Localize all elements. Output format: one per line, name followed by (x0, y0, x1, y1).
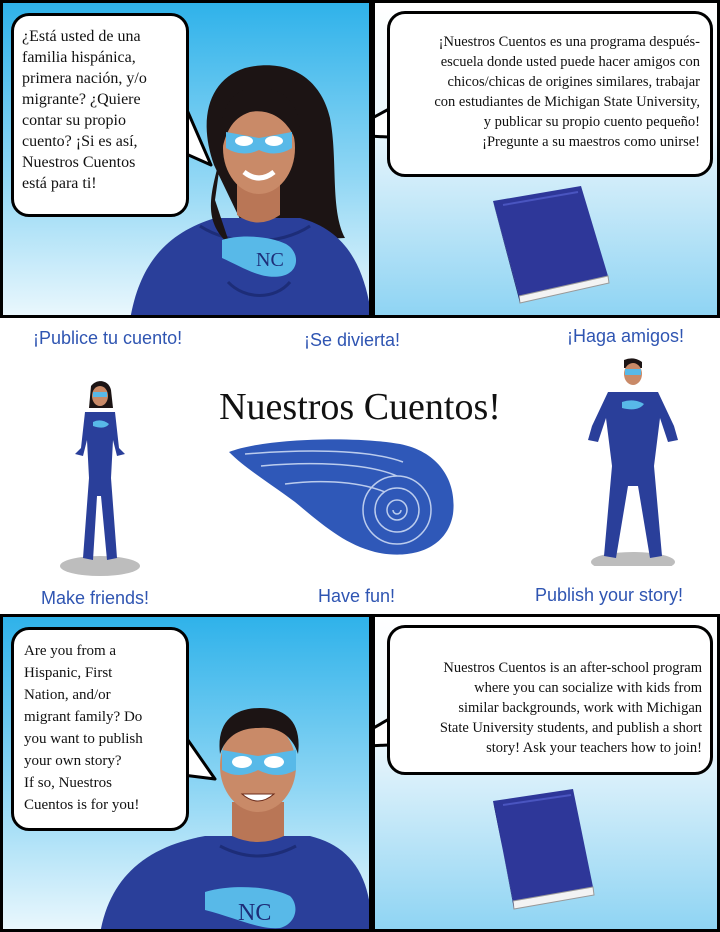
bubble-text: ¿Está usted de una familia hispánica, primera nación, y/o migrante? ¿Quiere contar su propio cuento? ¡Si es así, Nuestros Cuentos está para ti! (22, 28, 147, 192)
caption-fun-en: Have fun! (318, 586, 396, 606)
caption-friends-en: Make friends! (41, 588, 150, 608)
female-hero-fullbody (55, 378, 145, 578)
speech-bubble-es-question (11, 13, 189, 217)
panel-bottom-right (372, 614, 720, 932)
panel-top-left (0, 0, 372, 318)
emblem-text: NC (238, 900, 272, 926)
male-hero-fullbody (578, 356, 688, 566)
speech-bubble-en-program (387, 625, 713, 775)
bubble-text: Nuestros Cuentos is an after-school program where you can socialize with kids from similar backgrounds, work with Michigan State University students, and publish a short story! Ask your teachers how to join! (439, 660, 702, 756)
speech-bubble-en-question (11, 627, 189, 831)
speech-bubble-es-program (387, 11, 713, 177)
book-illustration (483, 181, 613, 311)
panel-bottom-left (0, 614, 372, 932)
caption-publish-es: ¡Publice tu cuento! (33, 328, 183, 348)
bubble-text: ¡Nuestros Cuentos es una programa después- escuela donde usted puede hacer amigos con chicos/chicas de origines similares, trabajar con estudiantes de Michigan State University, y publicar su propio cuento pequeño! ¡Pregunte a su maestros como unirse! (434, 34, 700, 150)
center-title: Nuestros Cuentos! (219, 386, 501, 428)
caption-friends-es: ¡Haga amigos! (567, 326, 685, 346)
emblem-text: NC (256, 249, 284, 271)
caption-publish-en: Publish your story! (535, 585, 684, 605)
panel-top-right (372, 0, 720, 318)
caption-fun-es: ¡Se divierta! (304, 330, 401, 350)
book-illustration (485, 787, 605, 917)
bubble-text: Are you from a Hispanic, First Nation, and/or migrant family? Do you want to publish your own story? If so, Nuestros Cuentos is for you! (24, 643, 143, 813)
nc-swirl-emblem (225, 432, 465, 572)
